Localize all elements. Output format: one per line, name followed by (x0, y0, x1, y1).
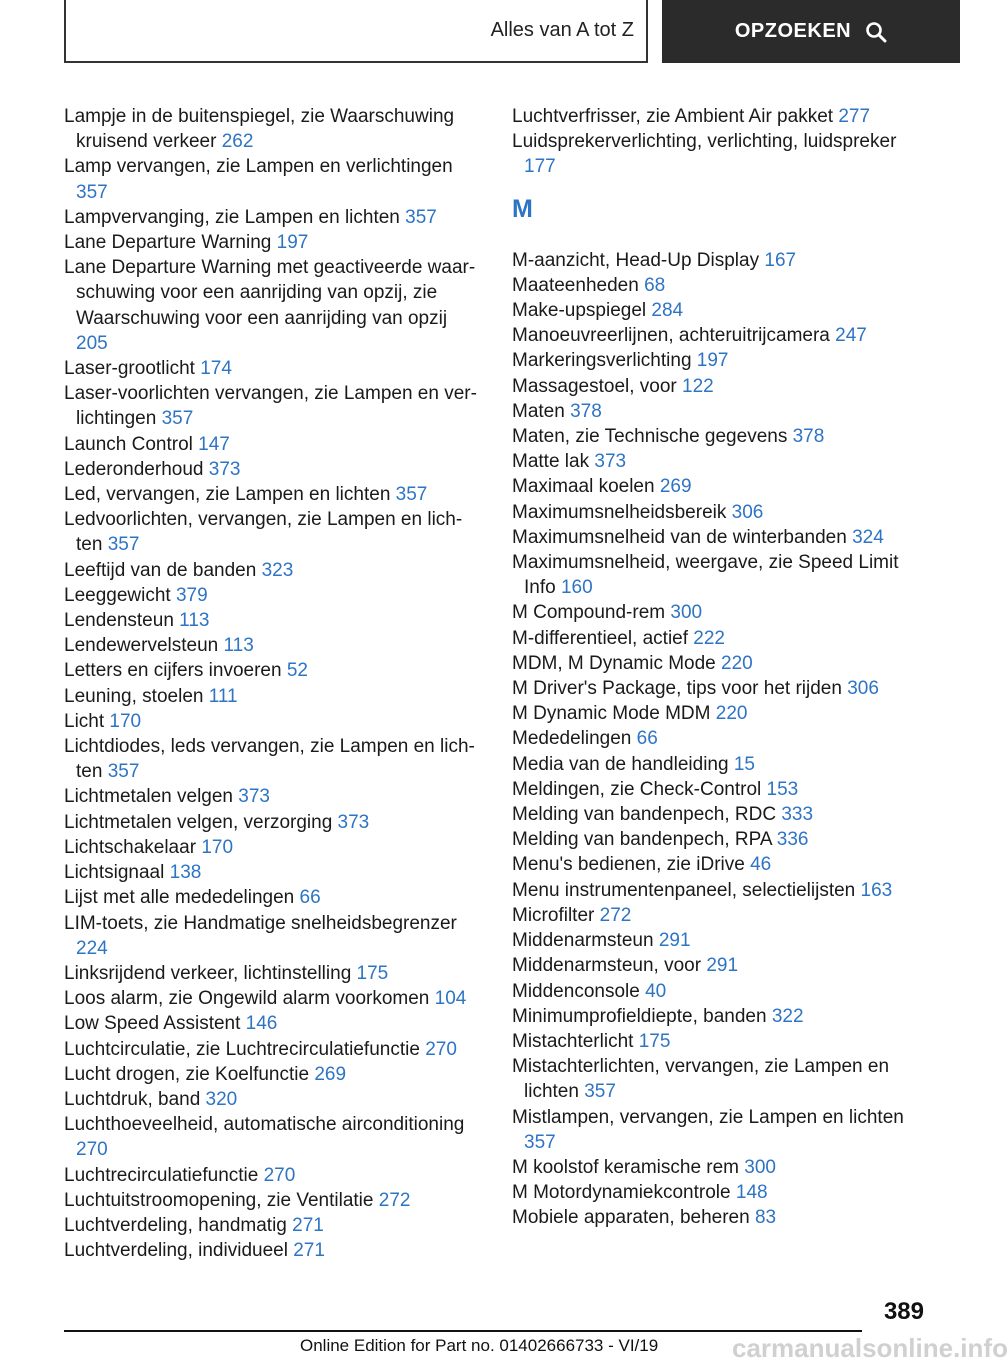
page-reference-link[interactable]: 270 (425, 1038, 457, 1060)
index-entry (64, 885, 478, 910)
index-entry (512, 903, 904, 928)
page-reference-link[interactable]: 320 (205, 1088, 238, 1110)
page-reference-link[interactable]: 306 (731, 501, 764, 523)
page-reference-link[interactable]: 357 (76, 181, 108, 203)
watermark: carmanualsonline.info (732, 1333, 1008, 1363)
index-entry (64, 810, 478, 835)
index-entry (64, 583, 478, 608)
index-entry-text: Lane Departure Warning (64, 232, 272, 254)
index-entry (64, 1112, 478, 1162)
page-reference-link[interactable]: 220 (721, 652, 753, 674)
page-reference-link[interactable]: 284 (651, 300, 684, 322)
index-entry (512, 953, 904, 978)
index-entry (512, 651, 904, 676)
page-reference-link[interactable]: 379 (175, 584, 208, 606)
index-entry (512, 449, 904, 474)
index-entry-text: Maten (512, 400, 565, 422)
index-entry (512, 273, 904, 298)
page-reference-link[interactable]: 373 (337, 811, 370, 833)
index-entry (64, 1011, 478, 1036)
index-entry (512, 827, 904, 852)
index-entry (64, 482, 478, 507)
page-reference-link[interactable]: 262 (221, 131, 254, 153)
index-entry-text: Lampje in de buitenspiegel, zie Waarschuwing kruisend verkeer (64, 106, 455, 153)
page-reference-link[interactable]: 197 (276, 232, 309, 254)
index-entry-text: Microfilter (512, 904, 595, 926)
index-entry-text: Lijst met alle mededelingen (64, 887, 295, 909)
index-entry (64, 432, 478, 457)
page-reference-link[interactable]: 357 (107, 761, 140, 783)
index-entry (64, 1062, 478, 1087)
index-entry (64, 1238, 478, 1263)
index-entry-text: MDM, M Dynamic Mode (512, 652, 716, 674)
index-entry (64, 507, 478, 557)
page-reference-link[interactable]: 163 (860, 879, 893, 901)
page-number: 389 (883, 1298, 924, 1325)
index-entry (512, 348, 904, 373)
index-entry-text: Led, vervangen, zie Lampen en lichten (64, 484, 391, 506)
page-reference-link[interactable]: 378 (792, 426, 825, 448)
index-entry-text: Leeftijd van de banden (64, 559, 257, 581)
index-entry (512, 399, 904, 424)
index-entry-text: Low Speed Assistent (64, 1013, 241, 1035)
index-entry-text: Luchtrecirculatiefunctie (64, 1164, 259, 1186)
page-reference-link[interactable]: 300 (744, 1156, 776, 1178)
page-reference-link[interactable]: 373 (208, 458, 241, 480)
index-entry-text: Media van de handleiding (512, 753, 729, 775)
page-reference-link[interactable]: 205 (76, 332, 108, 354)
index-entry-text: Maximumsnelheid van de winterbanden (512, 526, 847, 548)
index-entry (512, 1029, 904, 1054)
index-entry-text: Luchtverdeling, individueel (64, 1240, 288, 1262)
index-entry-text: Middenconsole (512, 980, 640, 1002)
page-reference-link[interactable]: 247 (835, 325, 867, 347)
index-entry-text: Loos alarm, zie Ongewild alarm voorkomen (64, 988, 430, 1010)
tab-alles-van-a-tot-z-label: Alles van A tot Z (490, 19, 634, 41)
index-entry (512, 1054, 904, 1104)
page-reference-link[interactable]: 122 (682, 375, 714, 397)
index-entry-text: Manoeuvreerlijnen, achteruitrijcamera (512, 325, 830, 347)
index-entry (64, 205, 478, 230)
page-reference-link[interactable]: 148 (735, 1182, 768, 1204)
index-entry-text: Luchtverdeling, handmatig (64, 1214, 287, 1236)
page-reference-link[interactable]: 170 (109, 710, 142, 732)
index-entry (512, 1180, 904, 1205)
page-reference-link[interactable]: 170 (201, 836, 234, 858)
page-reference-link[interactable]: 15 (733, 753, 755, 775)
index-entry-text: Melding van bandenpech, RPA (512, 829, 772, 851)
index-entry (64, 154, 478, 204)
search-icon (865, 21, 887, 43)
index-entry (512, 676, 904, 701)
index-entry (512, 852, 904, 877)
index-entry (64, 709, 478, 734)
index-entry-text: Massagestoel, voor (512, 375, 677, 397)
index-entry-text: Menu's bedienen, zie iDrive (512, 854, 745, 876)
index-entry (64, 911, 478, 961)
index-entry-text: Linksrijdend verkeer, lichtinstelling (64, 962, 352, 984)
index-entry (64, 356, 478, 381)
index-entry-text: Lederonderhoud (64, 458, 204, 480)
index-entry (512, 500, 904, 525)
footer-divider (64, 1330, 862, 1332)
page-reference-link[interactable]: 373 (594, 451, 627, 473)
index-entry (512, 777, 904, 802)
index-entry-text: Meldingen, zie Check-Control (512, 778, 762, 800)
index-entry (64, 986, 478, 1011)
page-reference-link[interactable]: 269 (314, 1063, 347, 1085)
index-entry-text: M Compound-rem (512, 602, 666, 624)
page-reference-link[interactable]: 220 (715, 703, 748, 725)
page-reference-link[interactable]: 272 (378, 1189, 411, 1211)
index-entry (64, 1037, 478, 1062)
index-entry-text: Minimumprofieldiepte, banden (512, 1005, 767, 1027)
page-reference-link[interactable]: 357 (161, 408, 194, 430)
index-entry (512, 129, 904, 179)
index-entry (512, 424, 904, 449)
index-entry-text: Menu instrumentenpaneel, selectielijsten (512, 879, 856, 901)
index-entry (64, 684, 478, 709)
page-reference-link[interactable]: 270 (76, 1139, 108, 1161)
index-entry-text: Maximumsnelheid, weergave, zie Speed Limit Info (512, 552, 899, 599)
index-column-left (64, 104, 478, 1263)
index-entry (64, 1163, 478, 1188)
index-entry (512, 1155, 904, 1180)
page-reference-link[interactable]: 177 (524, 156, 556, 178)
index-entry-text: Letters en cijfers invoeren (64, 660, 282, 682)
index-entry-text: Laser-voorlichten vervangen, zie Lampen en verlichtingen (64, 383, 477, 430)
index-entry-text: Lane Departure Warning met geactiveerde waarschuwing voor een aanrijding van opzij, zie Waarschuwing voor een aanrijding van opzij (64, 257, 476, 329)
index-entry (512, 878, 904, 903)
page-reference-link[interactable]: 66 (636, 728, 658, 750)
index-entry (512, 298, 904, 323)
page-reference-link[interactable]: 378 (570, 400, 602, 422)
page-reference-link[interactable]: 138 (169, 862, 202, 884)
page-reference-link[interactable]: 113 (179, 610, 210, 632)
index-entry-text: Lendensteun (64, 610, 174, 632)
index-entry-text: Maten, zie Technische gegevens (512, 426, 788, 448)
index-column-right (512, 104, 904, 1231)
index-entry (512, 323, 904, 348)
index-entry-text: Lendewervelsteun (64, 635, 219, 657)
index-entry-text: M koolstof keramische rem (512, 1156, 740, 1178)
page-reference-link[interactable]: 153 (766, 778, 799, 800)
page-reference-link[interactable]: 277 (838, 106, 871, 127)
footer-edition-text: Online Edition for Part no. 01402666733 - VI/19 (300, 1336, 659, 1355)
index-entry (64, 633, 478, 658)
page-reference-link[interactable]: 291 (658, 930, 691, 952)
index-entry (64, 961, 478, 986)
index-entry (64, 608, 478, 633)
index-entry (512, 979, 904, 1004)
section-letter-heading: M (512, 194, 533, 223)
index-entry (512, 802, 904, 827)
index-entry (64, 835, 478, 860)
index-entry-text: M Dynamic Mode MDM (512, 703, 711, 725)
index-entry-text: Mistlampen, vervangen, zie Lampen en lichten (512, 1106, 904, 1128)
page-reference-link[interactable]: 306 (847, 678, 879, 700)
index-entry-text: Middenarmsteun (512, 930, 654, 952)
page-reference-link[interactable]: 333 (781, 804, 814, 826)
page-reference-link[interactable]: 323 (261, 559, 294, 581)
index-entry-text: M-differentieel, actief (512, 627, 689, 649)
index-entry (512, 928, 904, 953)
page-reference-link[interactable]: 324 (852, 526, 884, 548)
index-entry-text: Leuning, stoelen (64, 685, 204, 707)
index-entry-text: Make-upspiegel (512, 300, 647, 322)
index-entry-text: Mobiele apparaten, beheren (512, 1207, 750, 1229)
index-entry (512, 1105, 904, 1155)
index-entry-text: Luidsprekerverlichting, verlichting, luidspreker (512, 131, 897, 153)
index-entry (64, 860, 478, 885)
index-entry (512, 1004, 904, 1029)
tab-opzoeken[interactable] (662, 0, 960, 63)
page-reference-link[interactable]: 40 (645, 980, 667, 1002)
page-reference-link[interactable]: 68 (644, 274, 666, 296)
page-reference-link[interactable]: 357 (395, 484, 428, 506)
page-reference-link[interactable]: 160 (560, 577, 593, 599)
index-entry (64, 104, 478, 154)
index-entry-text: Melding van bandenpech, RDC (512, 804, 777, 826)
page-reference-link[interactable]: 174 (200, 358, 232, 380)
index-entry-text: Lamp vervangen, zie Lampen en verlichtingen (64, 156, 453, 178)
index-entry-text: M Motordynamiekcontrole (512, 1182, 731, 1204)
index-entry-text: Matte lak (512, 451, 590, 473)
index-entry-text: Lichtschakelaar (64, 836, 197, 858)
index-entry-text: Luchtuitstroomopening, zie Ventilatie (64, 1189, 374, 1211)
index-entry (64, 255, 478, 356)
page-reference-link[interactable]: 271 (293, 1240, 325, 1262)
index-entry (64, 1213, 478, 1238)
page-reference-link[interactable]: 175 (638, 1030, 671, 1052)
index-entry-text: Middenarmsteun, voor (512, 955, 702, 977)
page-reference-link[interactable]: 224 (76, 937, 108, 959)
page-reference-link[interactable]: 357 (405, 206, 437, 228)
page-reference-link[interactable]: 336 (776, 829, 809, 851)
page-reference-link[interactable]: 147 (198, 433, 230, 455)
index-entry (512, 600, 904, 625)
index-entry (512, 474, 904, 499)
page-reference-link[interactable]: 357 (524, 1131, 556, 1153)
page-reference-link[interactable]: 146 (245, 1013, 278, 1035)
index-entry-text: Leeggewicht (64, 584, 171, 606)
tab-alles-van-a-tot-z[interactable] (64, 0, 648, 63)
index-entry (512, 726, 904, 751)
index-entry (64, 1188, 478, 1213)
index-entry-text: Maateenheden (512, 274, 639, 296)
page-reference-link[interactable]: 357 (584, 1081, 616, 1103)
index-entry-text: Markeringsverlichting (512, 350, 692, 372)
page-reference-link[interactable]: 104 (434, 988, 467, 1010)
index-entry (512, 374, 904, 399)
index-entry-text: Laser-grootlicht (64, 358, 195, 380)
index-entry (64, 558, 478, 583)
index-entry-text: M Driver's Package, tips voor het rijden (512, 678, 842, 700)
page-reference-link[interactable]: 373 (238, 786, 270, 808)
index-entry (64, 734, 478, 784)
page-reference-link[interactable]: 113 (223, 635, 254, 657)
tab-opzoeken-label: OPZOEKEN (734, 20, 852, 42)
index-entry-text: Ledvoorlichten, vervangen, zie Lampen en lichten (64, 509, 463, 556)
index-entry-text: Mistachterlicht (512, 1030, 634, 1052)
index-entry (512, 248, 904, 273)
index-entry (512, 1205, 904, 1230)
index-entry-text: Lichtdiodes, leds vervangen, zie Lampen en lichten (64, 736, 475, 783)
index-entry (512, 626, 904, 651)
index-entry (512, 525, 904, 550)
index-entry-text: Mistachterlichten, vervangen, zie Lampen en lichten (512, 1056, 890, 1103)
index-entry (512, 701, 904, 726)
page-reference-link[interactable]: 167 (764, 249, 797, 271)
index-entry-text: Lampvervanging, zie Lampen en lichten (64, 206, 400, 228)
index-entry-text: Luchtcirculatie, zie Luchtrecirculatiefunctie (64, 1038, 420, 1060)
page-reference-link[interactable]: 83 (754, 1207, 777, 1229)
index-entry (64, 784, 478, 809)
page-reference-link[interactable]: 52 (286, 660, 308, 682)
index-entry (512, 104, 904, 129)
index-entry-text: Mededelingen (512, 728, 632, 750)
index-entry (64, 1087, 478, 1112)
index-entry-text: Maximaal koelen (512, 476, 655, 498)
page-reference-link[interactable]: 175 (356, 962, 389, 984)
index-entry-text: Lichtmetalen velgen (64, 786, 233, 808)
page-reference-link[interactable]: 357 (107, 534, 140, 556)
page-reference-link[interactable]: 269 (659, 476, 692, 498)
page-reference-link[interactable]: 222 (693, 627, 725, 649)
page-reference-link[interactable]: 197 (696, 350, 729, 372)
page-reference-link[interactable]: 300 (670, 602, 703, 624)
index-entry-text: Lichtmetalen velgen, verzorging (64, 811, 333, 833)
index-entry-text: Lucht drogen, zie Koelfunctie (64, 1063, 310, 1085)
page-reference-link[interactable]: 322 (771, 1005, 804, 1027)
index-entry (64, 658, 478, 683)
index-entry (64, 381, 478, 431)
index-entry-text: Launch Control (64, 433, 193, 455)
page-reference-link[interactable]: 271 (292, 1214, 324, 1236)
page-reference-link[interactable]: 270 (263, 1164, 296, 1186)
index-entry-text: Luchtverfrisser, zie Ambient Air pakket (512, 106, 834, 127)
index-entry-text: Luchthoeveelheid, automatische airconditioning (64, 1114, 465, 1136)
index-entry (64, 457, 478, 482)
index-entry (512, 752, 904, 777)
index-entry-text: M-aanzicht, Head-Up Display (512, 249, 760, 271)
page-reference-link[interactable]: 46 (750, 854, 772, 876)
page-reference-link[interactable]: 111 (208, 685, 238, 707)
page-reference-link[interactable]: 66 (299, 887, 321, 909)
page-reference-link[interactable]: 291 (706, 955, 739, 977)
index-entry-text: Lichtsignaal (64, 862, 165, 884)
index-entry-text: Licht (64, 710, 105, 732)
index-entry-text: Luchtdruk, band (64, 1088, 201, 1110)
page-reference-link[interactable]: 272 (599, 904, 632, 926)
index-entry (64, 230, 478, 255)
index-entry-text: Maximumsnelheidsbereik (512, 501, 727, 523)
index-entry (512, 550, 904, 600)
index-entry-text: LIM-toets, zie Handmatige snelheidsbegrenzer (64, 912, 457, 934)
